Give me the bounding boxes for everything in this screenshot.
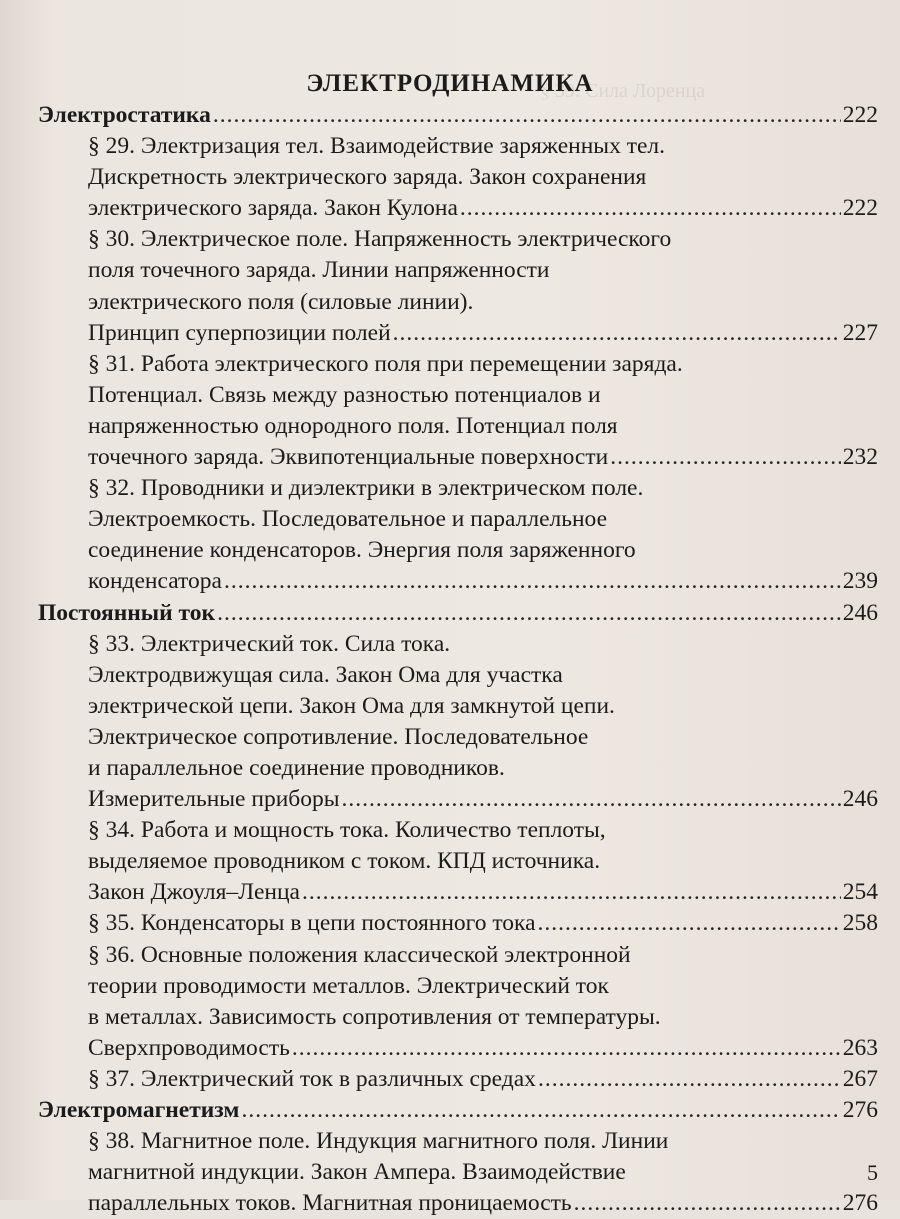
toc-entry-text: конденсатора xyxy=(88,568,222,595)
dot-leader xyxy=(538,1064,841,1095)
dot-leader xyxy=(217,598,841,629)
toc-entry-line: соединение конденсаторов. Энергия поля заряженного xyxy=(88,537,636,564)
toc-entry-text: § 35. Конденсаторы в цепи постоянного тока xyxy=(88,910,536,937)
toc-entry-line: Электрическое сопротивление. Последовательное xyxy=(88,723,589,750)
toc-entry-line: Электроемкость. Последовательное и параллельное xyxy=(88,506,608,533)
toc-page-number: 258 xyxy=(842,910,878,937)
toc-entry-text: Измерительные приборы xyxy=(88,786,340,813)
toc-entry-line: теории проводимости металлов. Электрический ток xyxy=(88,972,609,999)
toc-entry-last-line xyxy=(88,442,878,473)
dot-leader xyxy=(224,566,841,597)
toc-entry-last-line xyxy=(88,566,878,597)
table-of-contents xyxy=(38,100,878,1219)
dot-leader xyxy=(538,908,841,939)
toc-paragraph-entry xyxy=(88,224,878,348)
toc-page-number: 246 xyxy=(842,599,878,626)
page-title: ЭЛЕКТРОДИНАМИКА xyxy=(306,70,594,97)
toc-page-number: 232 xyxy=(842,444,878,471)
toc-entry-text: § 37. Электрический ток в различных средах xyxy=(88,1065,536,1092)
toc-paragraph-entry xyxy=(88,473,878,597)
dot-leader xyxy=(292,1033,841,1064)
toc-entry-line: Электродвижущая сила. Закон Ома для участка xyxy=(88,661,563,688)
dot-leader xyxy=(574,1188,841,1219)
toc-entry-last-line xyxy=(88,1188,878,1219)
toc-section-entry xyxy=(38,598,878,629)
toc-entry-line: поля точечного заряда. Линии напряженности xyxy=(88,257,550,284)
toc-section-entry xyxy=(38,100,878,131)
toc-entry-line: § 34. Работа и мощность тока. Количество теплоты, xyxy=(88,817,606,844)
toc-page-number: 227 xyxy=(842,319,878,346)
toc-page-number: 267 xyxy=(842,1065,878,1092)
toc-page-number: 263 xyxy=(842,1034,878,1061)
toc-entry-line: § 32. Проводники и диэлектрики в электрическом поле. xyxy=(88,475,644,502)
toc-entry-last-line xyxy=(88,1033,878,1064)
toc-page-number: 276 xyxy=(842,1097,878,1123)
bleed-through-text: § 39. Сила Лоренца xyxy=(540,80,706,102)
toc-entry-line: § 36. Основные положения классической электронной xyxy=(88,941,631,968)
dot-leader xyxy=(393,318,841,349)
dot-leader xyxy=(213,100,841,131)
toc-entry-line: электрической цепи. Закон Ома для замкнутой цепи. xyxy=(88,692,615,719)
toc-paragraph-entry xyxy=(88,908,878,939)
toc-entry-line: § 33. Электрический ток. Сила тока. xyxy=(88,630,451,657)
toc-entry-line: напряженностью однородного поля. Потенциал поля xyxy=(88,412,618,439)
toc-entry-last-line xyxy=(88,877,878,908)
toc-entry-text: Электромагнетизм xyxy=(38,1097,240,1123)
toc-entry-last-line xyxy=(88,908,878,939)
toc-entry-text: Сверхпроводимость xyxy=(88,1034,290,1061)
toc-entry-text: Электростатика xyxy=(38,102,211,128)
toc-entry-line: магнитной индукции. Закон Ампера. Взаимодействие xyxy=(88,1159,626,1186)
toc-paragraph-entry xyxy=(88,1126,878,1219)
toc-section-entry xyxy=(38,1095,878,1126)
toc-entry-text: точечного заряда. Эквипотенциальные поверхности xyxy=(88,444,609,471)
toc-paragraph-entry xyxy=(88,629,878,816)
dot-leader xyxy=(302,877,841,908)
toc-entry-last-line xyxy=(88,193,878,224)
toc-entry-text: электрического заряда. Закон Кулона xyxy=(88,195,458,222)
toc-paragraph-entry xyxy=(88,940,878,1064)
toc-entry-last-line xyxy=(38,598,878,629)
toc-entry-last-line xyxy=(38,100,878,131)
toc-paragraph-entry xyxy=(88,815,878,908)
dot-leader xyxy=(460,193,841,224)
toc-entry-line: и параллельное соединение проводников. xyxy=(88,754,505,781)
toc-entry-last-line xyxy=(88,784,878,815)
dot-leader xyxy=(342,784,841,815)
dot-leader xyxy=(610,442,841,473)
toc-entry-line: в металлах. Зависимость сопротивления от температуры. xyxy=(88,1003,661,1030)
toc-entry-text: Закон Джоуля–Ленца xyxy=(88,879,300,906)
toc-entry-line: § 30. Электрическое поле. Напряженность электрического xyxy=(88,226,672,253)
toc-page-number: 254 xyxy=(842,879,878,906)
toc-paragraph-entry xyxy=(88,349,878,473)
toc-page-number: 239 xyxy=(842,568,878,595)
dot-leader xyxy=(241,1095,840,1126)
toc-page-number: 246 xyxy=(842,786,878,813)
toc-entry-last-line xyxy=(38,1095,878,1126)
page-number: 5 xyxy=(867,1160,878,1185)
toc-entry-line: § 29. Электризация тел. Взаимодействие заряженных тел. xyxy=(88,133,666,160)
toc-entry-line: выделяемое проводником с током. КПД источника. xyxy=(88,848,601,875)
toc-paragraph-entry xyxy=(88,1064,878,1095)
toc-entry-line: Потенциал. Связь между разностью потенциалов и xyxy=(88,381,601,408)
toc-entry-line: § 31. Работа электрического поля при перемещении заряда. xyxy=(88,350,683,377)
toc-entry-text: Принцип суперпозиции полей xyxy=(88,319,391,346)
toc-entry-text: Постоянный ток xyxy=(38,599,216,626)
toc-entry-line: электрического поля (силовые линии). xyxy=(88,288,474,315)
toc-entry-text: параллельных токов. Магнитная проницаемость xyxy=(88,1190,572,1217)
toc-entry-line: § 38. Магнитное поле. Индукция магнитного поля. Линии xyxy=(88,1128,669,1155)
toc-page-number: 222 xyxy=(842,102,878,128)
toc-entry-line: Дискретность электрического заряда. Закон сохранения xyxy=(88,164,647,191)
toc-entry-last-line xyxy=(88,318,878,349)
toc-page-number: 222 xyxy=(842,195,878,222)
toc-entry-last-line xyxy=(88,1064,878,1095)
toc-page-number: 276 xyxy=(842,1190,878,1217)
toc-paragraph-entry xyxy=(88,131,878,224)
